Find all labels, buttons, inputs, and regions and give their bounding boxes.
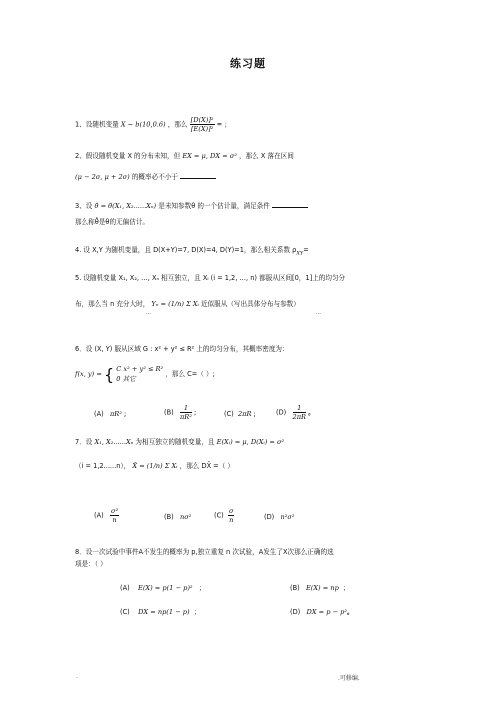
question-6-line-1: 6．设 (X, Y) 服从区域 G : x² + y² ≤ R² 上的均匀分布，其概率密度为： <box>75 345 289 353</box>
question-5-line-2: 布，那么当 n 充分大时， Yₙ = (1/n) Σ Xᵢ 近似服从（写出具体分布与参数） <box>75 300 300 308</box>
option-d[interactable]: (D) DX = p − p²。 <box>290 608 354 616</box>
question-6-density: f(x, y) = { C x² + y² ≤ R² 0 其它 ，那么 C=（ ）; <box>75 365 215 384</box>
question-3-line-2: 那么称θ̂是θ的无偏估计。 <box>75 218 150 226</box>
question-1: 1、设随机变量 X ~ b(10,0.6) ，那么 $\frac{\text{[D(X)]²}}{\text{[E(X)]²}}$ = ； <box>75 116 231 133</box>
question-3-line-1: 3、设 θ̂ = θ̂(X₁, X₂......Xₙ) 是未知参数θ 的一个估计量，满足条件 <box>75 200 308 211</box>
option-b[interactable]: (B) nσ² <box>164 513 192 521</box>
question-2-line-1: 2、假设随机变量 X 的分布未知，但 EX = μ, DX = σ² ，那么 X 落在区间 <box>75 152 294 160</box>
option-a[interactable]: (A) πR² ; <box>94 410 127 418</box>
question-2-line-2: (μ − 2σ, μ + 2σ) 的概率必不小于 <box>75 171 216 182</box>
ellipsis-mark: … <box>146 310 151 316</box>
ellipsis-mark: … <box>316 310 321 316</box>
question-8-line-2: 项是：（ ） <box>75 560 107 568</box>
option-c[interactable]: (C) $\frac{\sigma}{n}$ <box>214 507 234 524</box>
question-7-line-2: （i = 1,2......n）， X̄ = (1/n) Σ Xᵢ ，那么 DX̄ =（ ） <box>75 462 234 470</box>
option-b[interactable]: (B) E(X) = np ； <box>290 584 350 592</box>
footer-right: .可修编. <box>338 675 360 682</box>
option-d[interactable]: (D) $\frac{1}{2\pi R}$ 。 <box>276 404 315 421</box>
question-5-line-1: 5. 设随机变量 X₁, X₂, …, Xₙ 相互独立，且 Xᵢ (i = 1,2, …, n) 都服从区间[0，1]上的均匀分 <box>75 274 346 282</box>
answer-blank[interactable] <box>180 171 216 179</box>
question-8-line-1: 8．设一次试验中事件A不发生的概率为 p,独立重复 n 次试验，A发生了X次那么正确的选 <box>75 548 334 556</box>
answer-blank[interactable] <box>272 200 308 208</box>
option-c[interactable]: (C) 2πR ; <box>224 410 256 418</box>
footer-left: . <box>76 673 78 680</box>
option-d[interactable]: (D) n²σ² <box>264 513 295 521</box>
option-b[interactable]: (B) $\frac{1}{\text{πR²}}$ ; <box>164 404 197 421</box>
option-c[interactable]: (C) DX = np(1 − p) ； <box>120 608 201 616</box>
q1-fraction: $\frac{\text{[D(X)]²}}{\text{[E(X)]²}}$ <box>190 116 214 133</box>
option-a[interactable]: (A) E(X) = p(1 − p)² ； <box>120 584 206 592</box>
question-7-line-1: 7．设 X₁, X₂......Xₙ 为相互独立的随机变量，且 E(Xᵢ) = μ, D(Xᵢ) = σ² <box>75 438 285 446</box>
question-4: 4. 设 X,Y 为随机变量，且 D(X+Y)=7, D(X)=4, D(Y)=1，那么相关系数 $\rho_{XY}=$ <box>75 246 309 257</box>
page-title: 练习题 <box>230 57 266 70</box>
option-a[interactable]: (A) $\frac{\text{σ²}}{n}$ <box>94 507 119 524</box>
